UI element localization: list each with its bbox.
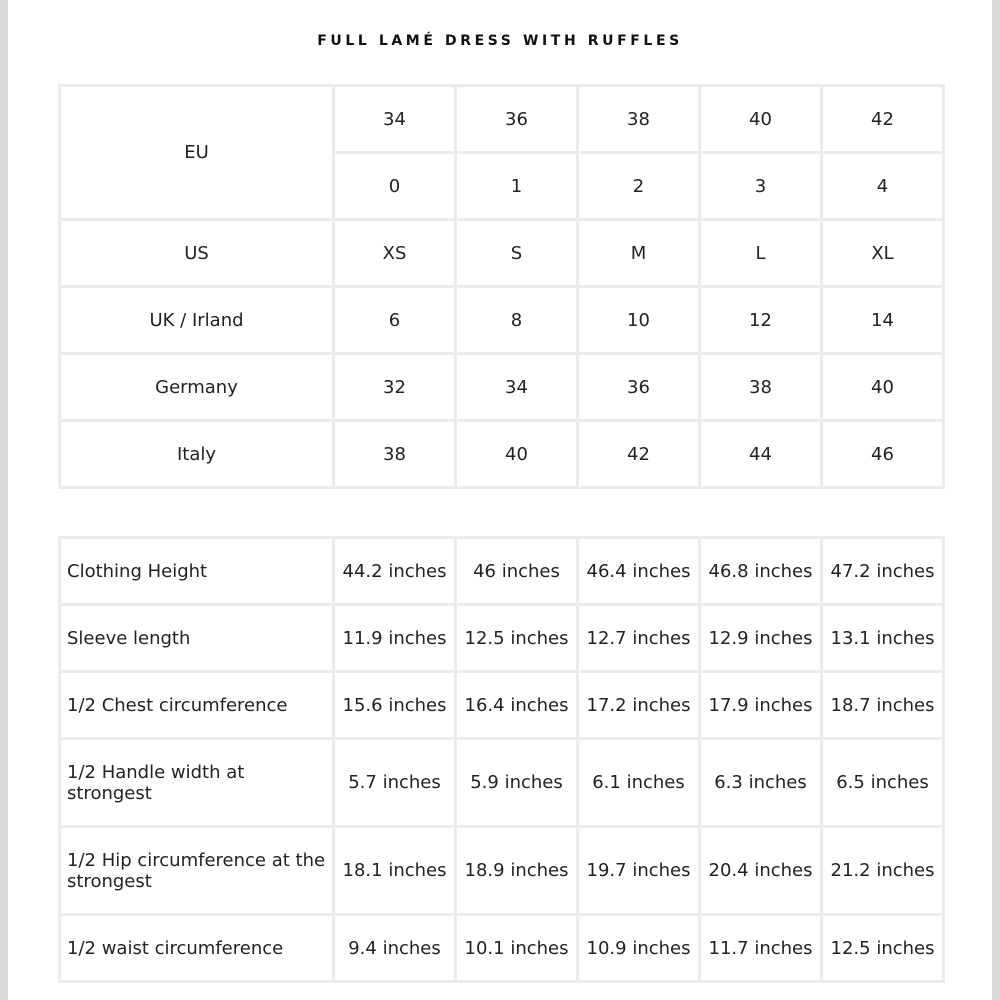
table-cell: 12.7 inches bbox=[578, 605, 700, 672]
table-cell: 46.8 inches bbox=[700, 538, 822, 605]
table-row bbox=[60, 421, 944, 488]
table-cell: 10 bbox=[578, 287, 700, 354]
left-edge bbox=[0, 0, 8, 1000]
table-cell: 11.7 inches bbox=[700, 915, 822, 982]
table-cell: S bbox=[456, 220, 578, 287]
table-cell: 46 bbox=[822, 421, 944, 488]
table-cell: 44 bbox=[700, 421, 822, 488]
table-cell: 3 bbox=[700, 153, 822, 220]
table-cell: 11.9 inches bbox=[334, 605, 456, 672]
table-cell: 6.3 inches bbox=[700, 739, 822, 827]
table-cell: 20.4 inches bbox=[700, 827, 822, 915]
row-label-waist: 1/2 waist circumference bbox=[60, 915, 334, 982]
table-cell: 12.5 inches bbox=[822, 915, 944, 982]
table-cell: 10.1 inches bbox=[456, 915, 578, 982]
table-cell: 42 bbox=[578, 421, 700, 488]
right-edge bbox=[992, 0, 1000, 1000]
row-label-chest: 1/2 Chest circumference bbox=[60, 672, 334, 739]
table-cell: 18.1 inches bbox=[334, 827, 456, 915]
table-cell: 40 bbox=[822, 354, 944, 421]
table-row bbox=[60, 287, 944, 354]
page-title: FULL LAMÉ DRESS WITH RUFFLES bbox=[317, 33, 683, 49]
table-cell: 14 bbox=[822, 287, 944, 354]
table-cell: 46 inches bbox=[456, 538, 578, 605]
size-conversion-table bbox=[58, 84, 945, 489]
row-label-us: US bbox=[60, 220, 334, 287]
table-cell: 17.9 inches bbox=[700, 672, 822, 739]
table-cell: 17.2 inches bbox=[578, 672, 700, 739]
table-cell: 38 bbox=[578, 86, 700, 153]
table-cell: 42 bbox=[822, 86, 944, 153]
row-label-uk: UK / Irland bbox=[60, 287, 334, 354]
table-row bbox=[60, 86, 944, 153]
row-label-sleeve-length: Sleeve length bbox=[60, 605, 334, 672]
table-cell: 6 bbox=[334, 287, 456, 354]
table-row bbox=[60, 220, 944, 287]
table-cell: 10.9 inches bbox=[578, 915, 700, 982]
table-cell: 18.7 inches bbox=[822, 672, 944, 739]
table-cell: 4 bbox=[822, 153, 944, 220]
table-cell: 47.2 inches bbox=[822, 538, 944, 605]
row-label-clothing-height: Clothing Height bbox=[60, 538, 334, 605]
table-cell: 21.2 inches bbox=[822, 827, 944, 915]
table-cell: 13.1 inches bbox=[822, 605, 944, 672]
table-row bbox=[60, 672, 944, 739]
table-cell: 19.7 inches bbox=[578, 827, 700, 915]
table-cell: 46.4 inches bbox=[578, 538, 700, 605]
table-cell: 36 bbox=[578, 354, 700, 421]
table-cell: 9.4 inches bbox=[334, 915, 456, 982]
table-row bbox=[60, 605, 944, 672]
table-cell: 38 bbox=[334, 421, 456, 488]
table-cell: L bbox=[700, 220, 822, 287]
table-cell: XS bbox=[334, 220, 456, 287]
table-row bbox=[60, 739, 944, 827]
table-cell: 12 bbox=[700, 287, 822, 354]
table-cell: 5.7 inches bbox=[334, 739, 456, 827]
table-cell: 2 bbox=[578, 153, 700, 220]
table-cell: 15.6 inches bbox=[334, 672, 456, 739]
table-cell: 8 bbox=[456, 287, 578, 354]
table-cell: 36 bbox=[456, 86, 578, 153]
table-cell: 34 bbox=[334, 86, 456, 153]
table-cell: 40 bbox=[700, 86, 822, 153]
table-cell: M bbox=[578, 220, 700, 287]
table-cell: 40 bbox=[456, 421, 578, 488]
table-cell: 6.1 inches bbox=[578, 739, 700, 827]
table-row bbox=[60, 354, 944, 421]
table-cell: 16.4 inches bbox=[456, 672, 578, 739]
table-cell: 34 bbox=[456, 354, 578, 421]
table-row bbox=[60, 827, 944, 915]
measurement-table bbox=[58, 536, 945, 983]
table-row bbox=[60, 538, 944, 605]
table-cell: 12.9 inches bbox=[700, 605, 822, 672]
table-cell: 6.5 inches bbox=[822, 739, 944, 827]
table-cell: 1 bbox=[456, 153, 578, 220]
table-cell: 18.9 inches bbox=[456, 827, 578, 915]
row-label-hip: 1/2 Hip circumference at the strongest bbox=[60, 827, 334, 915]
table-cell: 12.5 inches bbox=[456, 605, 578, 672]
table-cell: 5.9 inches bbox=[456, 739, 578, 827]
table-cell: 38 bbox=[700, 354, 822, 421]
table-cell: 44.2 inches bbox=[334, 538, 456, 605]
table-cell: 32 bbox=[334, 354, 456, 421]
row-label-italy: Italy bbox=[60, 421, 334, 488]
table-cell: XL bbox=[822, 220, 944, 287]
row-label-eu: EU bbox=[60, 86, 334, 220]
row-label-handle-width: 1/2 Handle width at strongest bbox=[60, 739, 334, 827]
table-cell: 0 bbox=[334, 153, 456, 220]
table-row bbox=[60, 915, 944, 982]
row-label-germany: Germany bbox=[60, 354, 334, 421]
